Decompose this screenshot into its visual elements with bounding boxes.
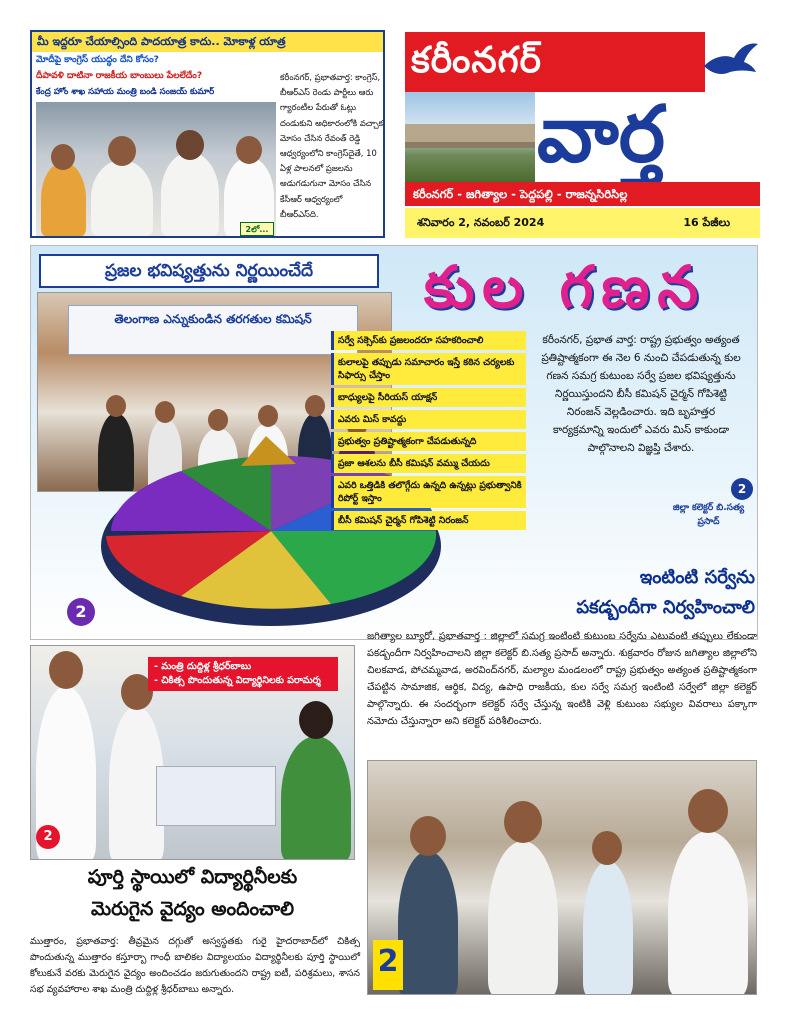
hospital-tags	[148, 657, 338, 691]
lead-bullet: బీసీ కమిషన్ చైర్మన్ గోపిశెట్టి నిరంజన్	[331, 511, 526, 530]
lead-headline: కుల గణన	[423, 253, 707, 321]
teaser-photo	[36, 102, 276, 236]
teaser-box[interactable]	[30, 30, 385, 238]
lead-kicker: ప్రజల భవిష్యత్తును నిర్ణయించేదే	[39, 254, 379, 288]
dove-logo-icon	[700, 36, 760, 86]
hospital-headline-line1: పూర్తి స్థాయిలో విద్యార్థినీలకు	[87, 866, 298, 888]
commission-banner: తెలంగాణ ఎన్నుకుండిన తరగతుల కమిషన్	[68, 305, 358, 355]
masthead-dateline	[405, 208, 760, 238]
teaser-subhead-1: మోదీపై కాంగ్రెస్ యుద్ధం దేని కోసం?	[36, 55, 159, 65]
lead-bullet: ప్రభుత్వం ప్రతిష్టాత్మకంగా చేపడుతున్నది	[331, 432, 526, 451]
survey-headline-line1: ఇంటింటి సర్వేను	[639, 567, 755, 588]
lead-photo-caption: జిల్లా కలెక్టర్ బి.సత్య ప్రసాద్	[672, 503, 745, 527]
lead-continued-icon[interactable]: 2	[731, 478, 753, 500]
masthead-brand: వార్త	[537, 90, 665, 180]
lead-bullet: ప్రజా ఆశలను బీసీ కమిషన్ వమ్ము చేయదు	[331, 454, 526, 473]
teaser-body: కరీంనగర్, ప్రభాతవార్త: కాంగ్రెస్, బీఆర్ఎస్ రెండు పార్టీలు ఆరు గ్యారంటీల పేరుతో ఓట్లు దండుకుని అధికారంలోకి వచ్చాక మోసం చేసిన రేవంత్ రెడ్డి ఆధ్వర్యంలోని కాంగ్రెస్‌దైతే, 10 ఏళ్ల పాలనలో ప్రజలను అడుగడుగునా మోసం చేసిన కేసీఆర్ ఆధ్వర్యంలో బీఆర్ఎస్‌ది.	[280, 72, 383, 219]
hospital-tag: - మంత్రి దుద్దిళ్ల శ్రీధర్‌బాబు	[154, 661, 252, 672]
pie-slice-orange-raised	[241, 436, 296, 466]
hospital-continued-icon[interactable]: 2	[36, 825, 60, 849]
masthead-dam-photo	[405, 92, 535, 182]
teaser-subhead-3: కేంద్ర హోం శాఖ సహాయ మంత్రి బండి సంజయ్ కుమార్	[36, 87, 215, 97]
survey-body: జగిత్యాల బ్యూరో, ప్రభాతవార్త : జిల్లాలో సమగ్ర ఇంటింటి కుటుంబ సర్వేను ఎటువంటి తప్పులు లేకుండా పకడ్బందీగా నిర్వహించాలని జిల్లా కలెక్టర్ బి.సత్య ప్రసాద్ అన్నారు. శుక్రవారం రోజున జగిత్యాల జిల్లాలోని చిలకవాడ, పోచమ్మవాడ, అరవింద్‌నగర్, మల్యాల మండలంలో రాష్ట్ర ప్రభుత్వం అత్యంత ప్రతిష్టాత్మకంగా చేపట్టిన సామాజిక, ఆర్థిక, విద్య, ఉపాధి రాజకీయ, కుల సర్వే సమగ్ర ఇంటింటి సర్వేలో జిల్లా కలెక్టర్ పాల్గొన్నారు. ఈ సందర్భంగా కలెక్టర్ సర్వే చేస్తున్న ఇంటికి వెళ్లి కుటుంబ సభ్యుల వివరాలు పక్కాగా నమోదు చేస్తున్నారా అని కలెక్టర్ పరిశీలించారు.	[367, 631, 757, 727]
lead-body: కరీంనగర్, ప్రభాత వార్త: రాష్ట్ర ప్రభుత్వం అత్యంత ప్రతిష్టాత్మకంగా ఈ నెల 6 నుంచి చేపడుతున్న కుల గణన సమగ్ర కుటుంబ సర్వే ప్రజల భవిష్యత్తును నిర్ణయిస్తుందని బీసీ కమిషన్ చైర్మన్ గోపిశెట్టి నిరంజన్ వెల్లడించారు. ఇది బృహత్తర కార్యక్రమాన్ని ఇందులో ఎవరు మిస్ కాకుండా పాల్గొనాలని విజ్ఞప్తి చేశారు.	[541, 334, 741, 454]
page-badge-icon[interactable]: 2	[67, 598, 95, 626]
lead-bullet: ఎవరి ఒత్తిడికి తలొగ్గేదు ఉన్నది ఉన్నట్లు ప్రభుత్వానికి రిపోర్ట్ ఇస్తాం	[331, 476, 526, 508]
hospital-headline-line2: మెరుగైన వైద్యం అందించాలి	[90, 898, 295, 920]
teaser-continued-link[interactable]: 2లో...	[240, 222, 274, 236]
lead-bullet: బాధ్యులపై సీరియస్ యాక్షన్	[331, 388, 526, 407]
lead-bullets	[331, 331, 526, 533]
survey-headline-line2: పకడ్బందీగా నిర్వహించాలి	[576, 597, 755, 618]
survey-photo	[367, 760, 757, 995]
hospital-tag: - చికిత్స పొందుతున్న విద్యార్థినిలకు పరామర్శ	[154, 675, 321, 686]
teaser-subhead-2: దీపావళి దాటినా రాజకీయ బాంబులు పేలలేదేం?	[36, 71, 203, 81]
issue-date: శనివారం 2, నవంబర్ 2024	[417, 216, 545, 229]
lead-bullet: సర్వే సక్సెస్‌కు ప్రజలందరూ సహకరించాలి	[331, 331, 526, 350]
lead-bullet: కులాలపై తప్పుడు సమాచారం ఇస్తే కఠిన చర్యలకు సిఫార్సు చేస్తాం	[331, 353, 526, 385]
hospital-body: ముత్తారం, ప్రభాతవార్త: తీవ్రమైన దగ్గుతో అస్వస్థతకు గురై హైదరాబాద్‌లో చికిత్స పొందుతున్న ముత్తారం కస్తూర్బా గాంధీ బాలికల విద్యాలయం విద్యార్థినీలకు పూర్తి స్థాయిలో కోలుకునే వరకు మెరుగైన వైద్యం అందించడం జరుగుతుందని రాష్ట్ర ఐటీ, పరిశ్రమలు, శాసన సభ వ్యవహారాల శాఖ మంత్రి దుద్దిళ్ల శ్రీధర్‌బాబు అన్నారు.	[30, 936, 360, 995]
lead-bullet: ఎవరు మిస్ కావద్దు	[331, 410, 526, 429]
teaser-headline: మీ ఇద్దరూ చేయాల్సింది పాదయాత్ర కాదు.. మోకాళ్ల యాత్ర	[32, 32, 383, 52]
masthead-districts: కరీంనగర్ - జగిత్యాల - పెద్దపల్లి - రాజన్నసిరిసిల్ల	[405, 182, 760, 206]
masthead-city-title: కరీంనగర్	[411, 40, 543, 81]
masthead	[405, 32, 760, 242]
page-count: 16 పేజీలు	[683, 216, 730, 229]
survey-continued-icon[interactable]: 2	[373, 940, 403, 990]
masthead-red-band	[405, 32, 705, 92]
